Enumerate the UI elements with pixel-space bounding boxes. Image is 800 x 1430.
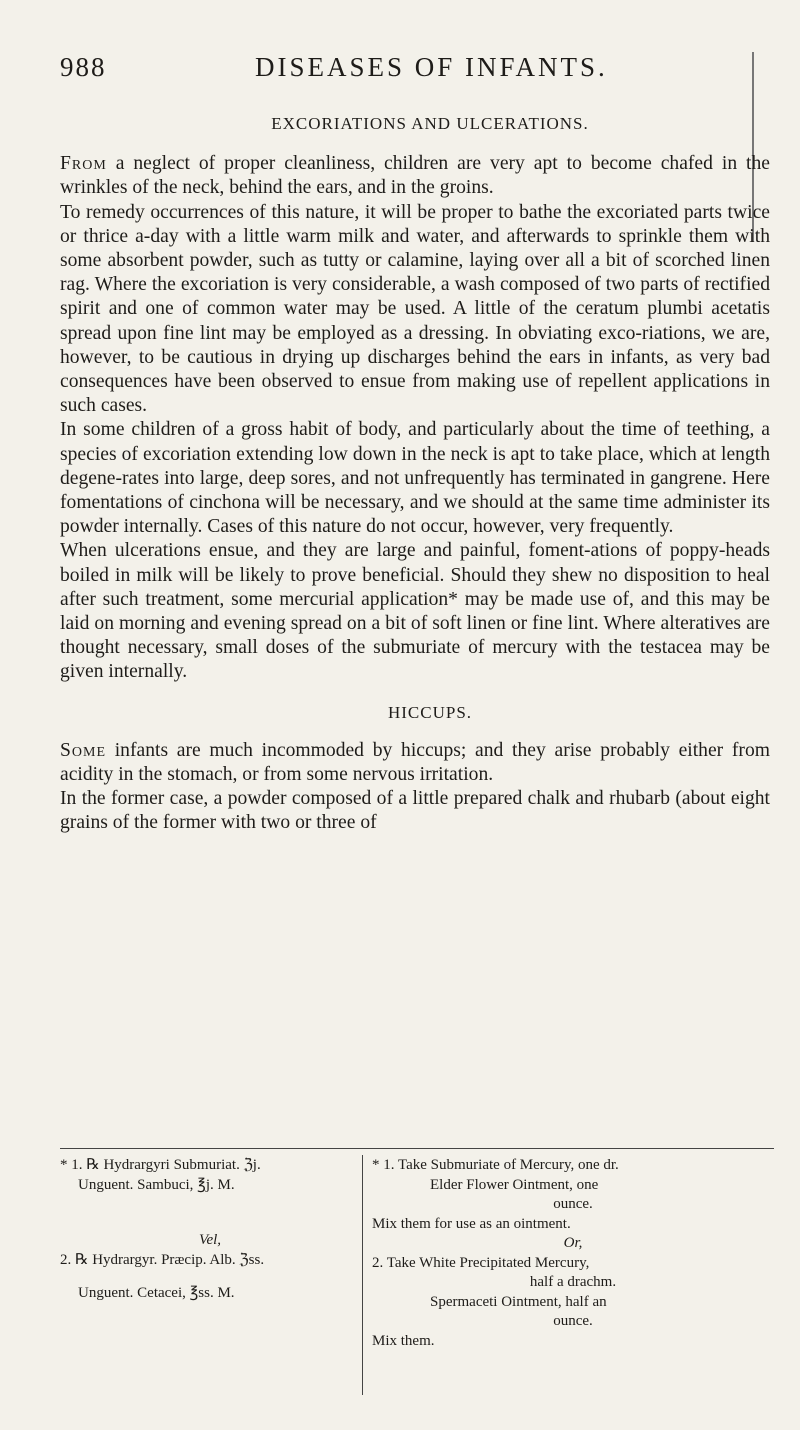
- paragraph: To remedy occurrences of this nature, it will be proper to bathe the excoriated parts twice or thrice a-day with a little warm milk and water, and afterwards to sprinkle them with some absorbent powder, such as tutty or calamine, laying over all a bit of scorched linen rag. Where the excoriation is very considerable, a wash composed of two parts of rectified spirit and one of common water may be used. A little of the ceratum plumbi acetatis spread upon fine lint may be employed as a dressing. In obviating exco-riations, we are, however, to be cautious in drying up discharges behind the ears in infants, as very bad consequences have been observed to ensue from making use of repellent applications in such cases.: [60, 201, 770, 417]
- footnote-line: 2. Take White Precipitated Mercury,: [372, 1254, 590, 1271]
- paragraph-text: infants are much incommoded by hiccups; and they arise probably either from acidity in the stomach, or from some nervous irritation.: [60, 739, 770, 786]
- footnote-latin: [60, 1156, 360, 1304]
- footnote-line: Or,: [563, 1235, 583, 1251]
- footnote-divider: [362, 1155, 363, 1395]
- footnote-line: * 1. Take Submuriate of Mercury, one dr.: [372, 1157, 619, 1173]
- footnote-line: Mix them for use as an ointment.: [372, 1215, 571, 1232]
- footnote-english: [372, 1156, 774, 1351]
- footnote-line: Unguent. Cetacei, ℥ss. M.: [78, 1285, 235, 1301]
- footnote-line: ounce.: [553, 1196, 593, 1212]
- footnote-line: * 1. ℞ Hydrargyri Submuriat. ℨj.: [60, 1157, 261, 1173]
- footnote-line: Mix them.: [372, 1332, 435, 1349]
- footnote-line: Elder Flower Ointment, one: [430, 1176, 599, 1193]
- paragraph: [60, 152, 770, 200]
- footnote-line: Spermaceti Ointment, half an: [430, 1293, 607, 1310]
- lead-word: From: [60, 153, 107, 175]
- footnote-line: half a drachm.: [529, 1274, 617, 1290]
- section-title-excoriations: EXCORIATIONS AND ULCERATIONS.: [271, 114, 589, 133]
- lead-word: Some: [60, 739, 107, 761]
- footnote-rule: [60, 1148, 774, 1149]
- paragraph: In the former case, a powder composed of a little prepared chalk and rhubarb (about eight grains of the former with two or three of: [60, 788, 770, 834]
- footnote-line: Unguent. Sambuci, ℥j. M.: [78, 1176, 235, 1193]
- section-title-hiccups: HICCUPS.: [387, 702, 473, 722]
- running-head: DISEASES OF INFANTS.: [255, 52, 608, 82]
- footnote-line: 2. ℞ Hydrargyr. Præcip. Alb. ℨss.: [60, 1251, 265, 1268]
- main-text: [60, 112, 770, 836]
- page-header: [60, 52, 760, 86]
- paragraph: In some children of a gross habit of body, and particularly about the time of teething, a species of excoriation extending low down in the neck is apt to take place, which at length degene-rates into large, deep sores, and not unfrequently has terminated in gangrene. Here fomentations of cinchona will be necessary, and we should at the same time administer its powder internally. Cases of this nature do not occur, however, very frequently.: [60, 419, 770, 538]
- footnote-line: Vel,: [198, 1232, 222, 1248]
- paragraph-text: a neglect of proper cleanliness, children are very apt to become chafed in the wrinkles of the neck, behind the ears, and in the groins.: [60, 153, 770, 199]
- footnote-line: ounce.: [553, 1313, 593, 1329]
- paragraph: [60, 739, 770, 787]
- paragraph: When ulcerations ensue, and they are large and painful, foment-ations of poppy-heads boiled in milk will be likely to prove beneficial. Should they shew no disposition to heal after such treatment, some mercurial application* may be made use of, and this may be laid on morning and evening spread on a bit of soft linen or fine lint. Where alteratives are thought necessary, small doses of the submuriate of mercury with the testacea may be given internally.: [60, 540, 770, 683]
- page-number: 988: [60, 52, 107, 82]
